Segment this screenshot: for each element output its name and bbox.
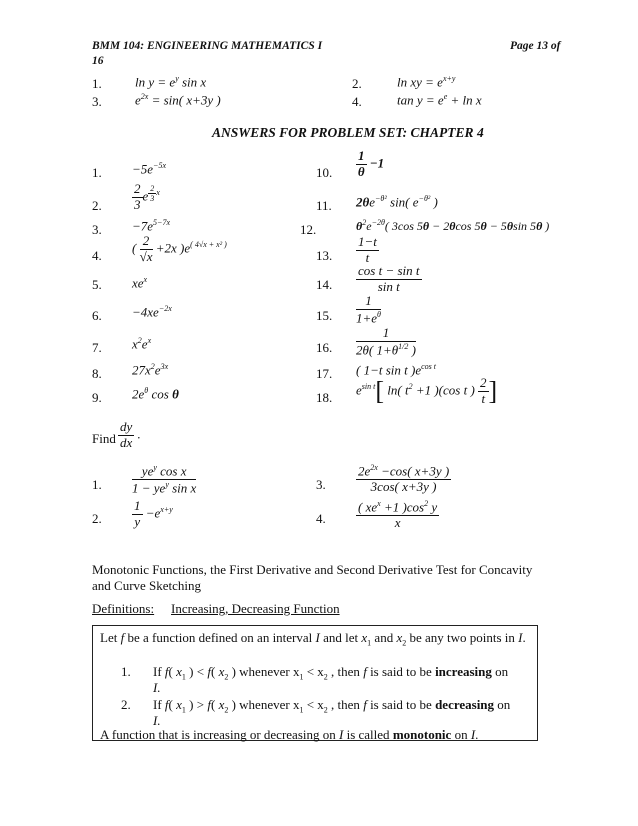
problem-expression: $\tan y = e^e + \ln x$ [397,92,482,108]
answer-expression: $\frac{\text{cos t − sin t}}{\text{sin t}}$ [358,263,420,294]
answer-expression: $x^2e^x$ [132,336,152,352]
course-header: BMM 104: ENGINEERING MATHEMATICS I [92,40,323,52]
problem-expression: ln xy = $e^{x+y}$ [397,74,456,90]
answer-expression: ( $\frac{2}{√x}$ +2x )$e^{( 4√x + x^2 )}$ [132,233,227,264]
answer-expression: $\frac{1}{2\theta( 1+\theta^{1/2} )}$ [356,325,416,358]
page-total: 16 [92,55,104,67]
dydx-number: 4. [316,511,326,526]
dydx-expression: $\frac{ye^y \cos x}{1 - ye^y \sin x}$ [132,463,197,496]
find-expression: $\frac{dy}{dx}$ . [120,419,141,450]
answer-expression: $\frac{2}{3}$ e $^{\frac{2}{3} x}$ [134,181,160,212]
answer-expression: $27x^2e^{3x}$ [132,362,169,378]
answer-number: 17. [316,366,333,381]
problem-expression: $\ln y = e^y$ sin x [135,74,207,90]
section-heading: Monotonic Functions, the First Derivative and Second Derivative Test for Concavity and Curve Sketching [92,562,533,593]
definition-item-decreasing-cont: I. [153,713,161,728]
dydx-expression: $\frac{1}{y}$ $-e^{x+y}$ [134,498,173,529]
answer-number: 11. [316,198,332,213]
answer-expression: $2\theta e^{-\theta^2}$ sin( $e^{-\theta^2}$ ) [356,194,438,210]
answer-expression: $\frac{1}{1+e^\theta}$ [356,293,381,326]
answers-title: ANSWERS FOR PROBLEM SET: CHAPTER 4 [212,125,484,140]
answer-expression: $-7e^{5-7x}$ [132,218,170,234]
problem-expression: $e^{2x} = \sin$( x+3y ) [135,92,221,108]
problem-number: 2. [352,76,362,91]
answer-expression: $\frac{1-t}{t}$ [358,234,377,265]
answer-number: 4. [92,248,102,263]
page-label: Page 13 of [510,40,561,52]
definition-intro: Let f be a function defined on an interval I and let $x_1$ and $x_2$ be any two points in I. [100,630,526,648]
answer-expression: $xe^x$ [132,275,148,291]
answer-number: 12. [300,222,317,237]
answer-number: 3. [92,222,102,237]
dydx-number: 2. [92,511,102,526]
answer-expression: $-4xe^{-2x}$ [132,304,172,320]
definition-item-increasing: If f( $x_1$ ) < f( $x_2$ ) whenever $x_1 < x_2$ , then f is said to be increasing on [153,664,509,682]
definition-item-increasing-cont: I. [153,680,161,695]
answer-expression: $e^{sin t}$[ ln( $t^2 +1$ )(cos t ) $\frac{2}{t}$ ] [356,375,498,406]
answer-number: 10. [316,165,333,180]
answer-number: 14. [316,277,333,292]
definitions-title: Increasing, Decreasing Function [171,601,340,616]
answer-number: 1. [92,165,102,180]
problem-number: 4. [352,94,362,109]
answer-number: 6. [92,308,102,323]
answer-number: 7. [92,340,102,355]
answer-number: 9. [92,390,102,405]
definition-item-number: 1. [121,664,131,679]
definition-item-decreasing: If f( $x_1$ ) > f( $x_2$ ) whenever $x_1 < x_2$ , then f is said to be decreasing on [153,697,511,715]
answer-expression: $2e^\theta$ cos θ [132,386,179,402]
definition-closing: A function that is increasing or decreasing on I is called monotonic on I. [100,727,479,742]
answer-expression: $\frac{1}{\theta}$ −1 [357,148,385,179]
dydx-expression: $\frac{2e^{2x} -\cos( x+3y )}{3\cos( x+3y )}$ [358,463,450,495]
answer-number: 15. [316,308,333,323]
answer-number: 13. [316,248,333,263]
dydx-number: 1. [92,477,102,492]
find-label: Find [92,431,116,446]
answer-expression: ( 1−t sin t )$e^{cos t}$ [356,362,436,378]
definitions-label: Definitions: [92,601,155,616]
definition-item-number: 2. [121,697,131,712]
answer-number: 5. [92,277,102,292]
problem-number: 3. [92,94,102,109]
dydx-expression: $\frac{( xe^x +1 )\cos^2 y}{x}$ [358,499,438,531]
answer-number: 2. [92,198,102,213]
answer-number: 16. [316,340,333,355]
answer-expression: $\theta^2e^{-2\theta}$( 3cos 5θ − 2θcos 5θ − 5θsin 5θ ) [356,218,550,233]
dydx-number: 3. [316,477,326,492]
answer-number: 18. [316,390,333,405]
answer-expression: $-5e^{-5x}$ [132,161,166,177]
answer-number: 8. [92,366,102,381]
problem-number: 1. [92,76,102,91]
